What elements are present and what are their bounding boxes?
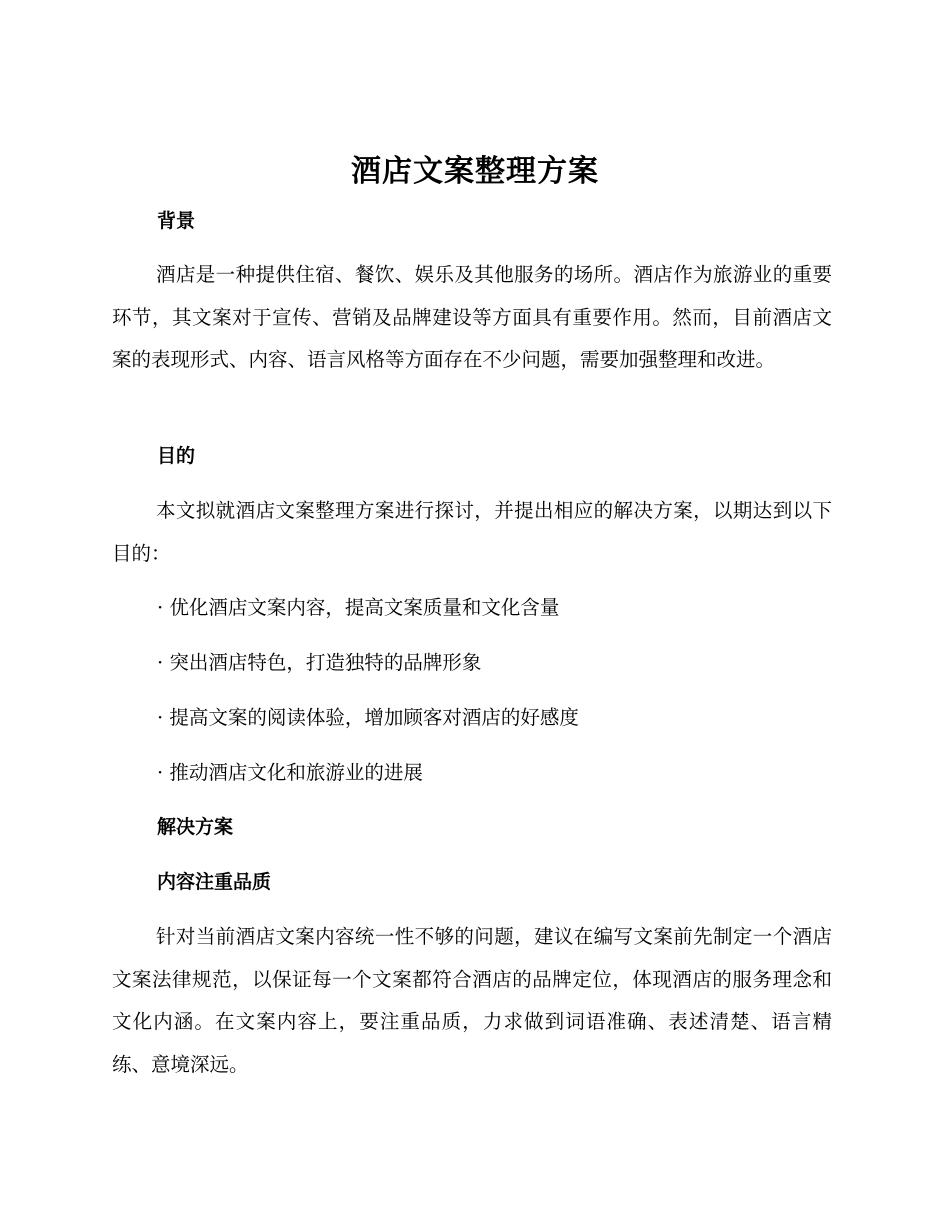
heading-background: 背景: [157, 210, 196, 232]
list-item: · 突出酒店特色，打造独特的品牌形象: [157, 651, 482, 674]
list-item: · 提高文案的阅读体验，增加顾客对酒店的好感度: [157, 706, 579, 729]
paragraph-background: 酒店是一种提供住宿、餐饮、娱乐及其他服务的场所。酒店作为旅游业的重要环节，其文案对于宣传、营销及品牌建设等方面具有重要作用。然而，目前酒店文案的表现形式、内容、语言风格等方面存在不少问题，需要加强整理和改进。: [112, 263, 832, 371]
paragraph-solution: 针对当前酒店文案内容统一性不够的问题，建议在编写文案前先制定一个酒店文案法律规范，以保证每一个文案都符合酒店的品牌定位，体现酒店的服务理念和文化内涵。在文案内容上，要注重品质，力求做到词语准确、表述清楚、语言精练、意境深远。: [112, 925, 832, 1076]
subheading-content-quality: 内容注重品质: [157, 871, 272, 893]
heading-purpose: 目的: [157, 445, 196, 467]
heading-solution: 解决方案: [157, 816, 234, 838]
list-item: · 推动酒店文化和旅游业的进展: [157, 761, 423, 784]
paragraph-purpose: 本文拟就酒店文案整理方案进行探讨，并提出相应的解决方案，以期达到以下目的：: [112, 499, 832, 565]
list-item: · 优化酒店文案内容，提高文案质量和文化含量: [157, 596, 560, 619]
document-title: 酒店文案整理方案: [351, 154, 599, 189]
